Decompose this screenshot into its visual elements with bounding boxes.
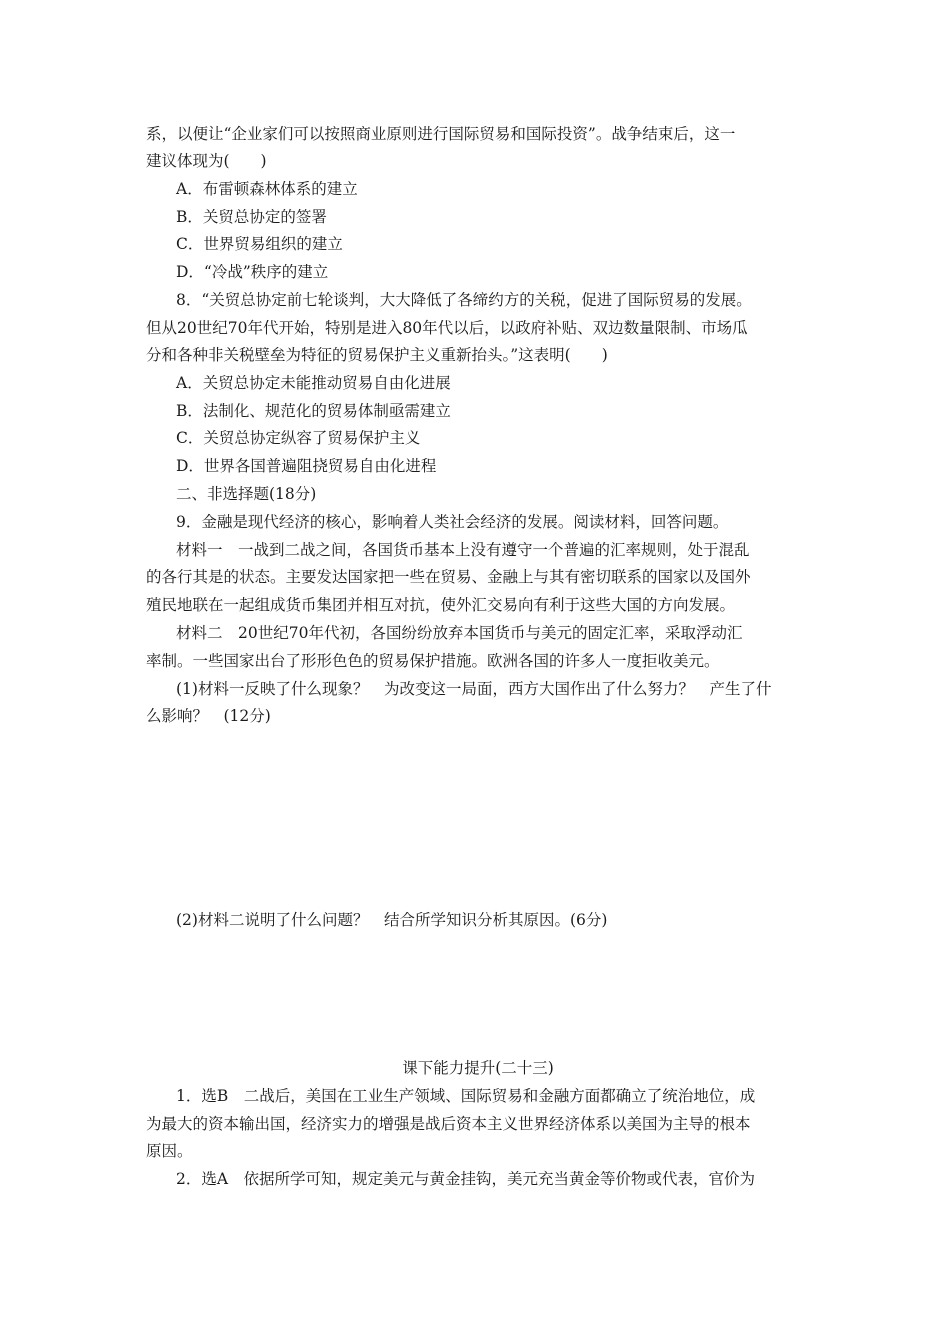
q9-stem: 9．金融是现代经济的核心，影响着人类社会经济的发展。阅读材料，回答问题。	[176, 513, 729, 531]
q9-material-2-line-2: 率制。一些国家出台了形形色色的贸易保护措施。欧洲各国的许多人一度拒收美元。	[146, 652, 720, 670]
answer-1-line-2: 为最大的资本输出国，经济实力的增强是战后资本主义世界经济体系以美国为主导的根本	[146, 1115, 751, 1133]
q9-subquestion-1-line-2: 么影响？ (12分)	[146, 707, 271, 725]
q9-material-1-line-3: 殖民地联在一起组成货币集团并相互对抗，使外汇交易向有利于这些大国的方向发展。	[146, 596, 736, 614]
q8-stem-line-3: 分和各种非关税壁垒为特征的贸易保护主义重新抬头。”这表明( )	[146, 346, 608, 364]
answers-title: 课下能力提升(二十三)	[402, 1059, 554, 1077]
q7-option-a: A．布雷顿森林体系的建立	[176, 180, 358, 198]
answer-1-line-1: 1．选B 二战后，美国在工业生产领域、国际贸易和金融方面都确立了统治地位，成	[176, 1087, 756, 1105]
answer-1-line-3: 原因。	[146, 1142, 193, 1160]
q9-material-1-line-1: 材料一 一战到二战之间，各国货币基本上没有遵守一个普遍的汇率规则，处于混乱	[176, 541, 750, 559]
q7-option-b: B．关贸总协定的签署	[176, 208, 327, 226]
q7-option-d: D．“冷战”秩序的建立	[176, 263, 329, 281]
q8-stem-line-1: 8．“关贸总协定前七轮谈判，大大降低了各缔约方的关税，促进了国际贸易的发展。	[176, 291, 752, 309]
q9-subquestion-1-line-1: (1)材料一反映了什么现象？ 为改变这一局面，西方大国作出了什么努力？ 产生了什	[176, 680, 772, 698]
q9-material-1-line-2: 的各行其是的状态。主要发达国家把一些在贸易、金融上与其有密切联系的国家以及国外	[146, 568, 751, 586]
q8-option-c: C．关贸总协定纵容了贸易保护主义	[176, 429, 421, 447]
q7-stem-line-1: 系，以便让“企业家们可以按照商业原则进行国际贸易和国际投资”。战争结束后，这一	[146, 125, 736, 143]
answer-2-line-1: 2．选A 依据所学可知，规定美元与黄金挂钩，美元充当黄金等价物或代表，官价为	[176, 1170, 756, 1188]
q7-stem-line-2: 建议体现为( )	[146, 152, 267, 170]
q9-subquestion-2: (2)材料二说明了什么问题？ 结合所学知识分析其原因。(6分)	[176, 911, 608, 929]
q8-option-a: A．关贸总协定未能推动贸易自由化进展	[176, 374, 451, 392]
q8-stem-line-2: 但从20世纪70年代开始，特别是进入80年代以后，以政府补贴、双边数量限制、市场瓜	[146, 319, 748, 337]
q7-option-c: C．世界贸易组织的建立	[176, 235, 343, 253]
q9-material-2-line-1: 材料二 20世纪70年代初，各国纷纷放弃本国货币与美元的固定汇率，采取浮动汇	[176, 624, 743, 642]
q8-option-d: D．世界各国普遍阻挠贸易自由化进程	[176, 457, 437, 475]
q8-option-b: B．法制化、规范化的贸易体制亟需建立	[176, 402, 451, 420]
section-2-heading: 二、非选择题(18分)	[176, 485, 317, 503]
